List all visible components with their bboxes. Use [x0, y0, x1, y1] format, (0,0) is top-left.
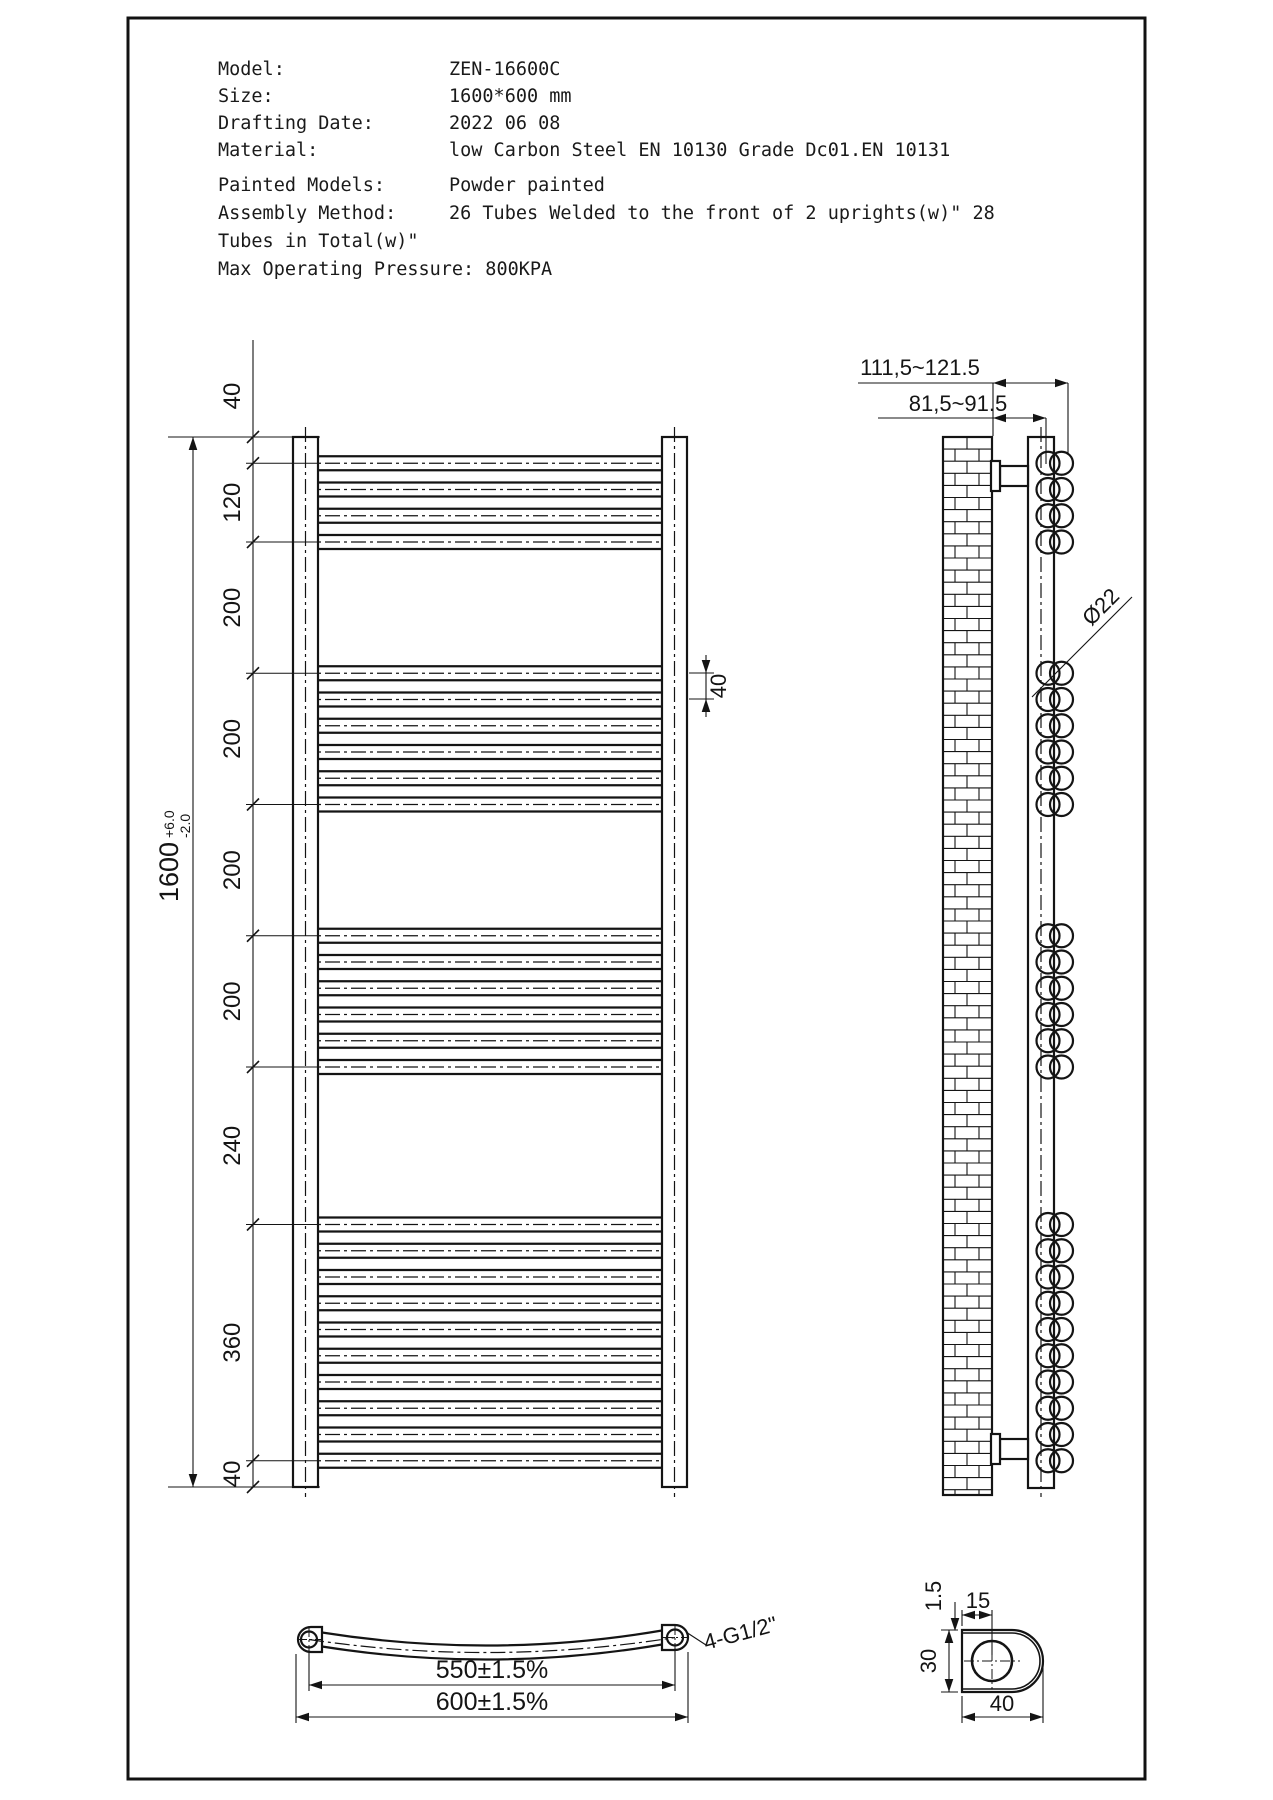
chain-dim-label: 360	[219, 1322, 246, 1363]
date-value: 2022 06 08	[449, 113, 561, 134]
hole-offset-dim	[962, 1588, 992, 1655]
overall-height-label: 1600	[154, 841, 184, 903]
pressure-label: Max Operating Pressure: 800KPA	[218, 259, 553, 280]
section-height-dim	[916, 1630, 958, 1692]
top-bracket	[991, 461, 1028, 491]
chain-dim-label: 40	[219, 1460, 246, 1488]
section-width-label: 40	[989, 1691, 1015, 1716]
tube-diameter-label: Ø22	[1077, 583, 1125, 631]
size-label: Size:	[218, 86, 274, 107]
chain-dim-label: 200	[219, 718, 246, 759]
painted-label: Painted Models:	[218, 175, 386, 196]
detail-view	[916, 1581, 1043, 1723]
bottom-bracket	[991, 1434, 1028, 1464]
date-label: Drafting Date:	[218, 113, 374, 134]
chain-dim-label: 200	[219, 587, 246, 628]
thread-callout	[686, 1611, 780, 1655]
overall-height-dim	[154, 437, 197, 1487]
centers-dim-label: 550±1.5%	[435, 1656, 549, 1684]
hole-offset-label: 15	[965, 1588, 991, 1613]
material-label: Material:	[218, 140, 319, 161]
tube-pitch-label: 40	[706, 673, 731, 699]
wall-to-tube-front-label: 111,5~121.5	[860, 355, 980, 380]
title-block	[218, 59, 995, 280]
assembly-label: Assembly Method:	[218, 203, 397, 224]
model-label: Model:	[218, 59, 285, 80]
chain-dim-label: 40	[219, 382, 246, 410]
wall-thickness-dim	[921, 1581, 959, 1631]
chain-dim-label: 200	[219, 981, 246, 1022]
chain-dim-label: 120	[219, 482, 246, 523]
model-value: ZEN-16600C	[449, 59, 561, 80]
material-value: low Carbon Steel EN 10130 Grade Dc01.EN 10131	[449, 140, 951, 161]
tubes	[299, 456, 681, 1468]
tube-curve-top	[322, 1631, 662, 1646]
section-width-dim	[962, 1665, 1043, 1723]
overall-width-label: 600±1.5%	[435, 1688, 549, 1716]
section-height-label: 30	[916, 1648, 941, 1674]
size-value: 1600*600 mm	[449, 86, 572, 107]
side-view	[858, 355, 1132, 1497]
wall-thickness-label: 1.5	[921, 1580, 946, 1612]
centers-dim	[309, 1648, 675, 1691]
tube-pitch-dim	[689, 655, 731, 717]
front-view	[154, 340, 731, 1497]
assembly-value-cont: Tubes in Total(w)"	[218, 231, 419, 252]
thread-label: 4-G1/2"	[700, 1611, 780, 1655]
wall-bricks	[943, 437, 992, 1494]
overall-tolerance-plus: +6.0	[161, 810, 177, 838]
bottom-view	[296, 1611, 780, 1723]
overall-tolerance-minus: -2.0	[177, 813, 193, 838]
painted-value: Powder painted	[449, 175, 605, 196]
chain-dim-label: 240	[219, 1125, 246, 1166]
wall-to-upright-label: 81,5~91.5	[908, 391, 1008, 416]
assembly-value: 26 Tubes Welded to the front of 2 uprights(w)" 28	[449, 203, 995, 224]
chain-dim-label: 200	[219, 850, 246, 891]
